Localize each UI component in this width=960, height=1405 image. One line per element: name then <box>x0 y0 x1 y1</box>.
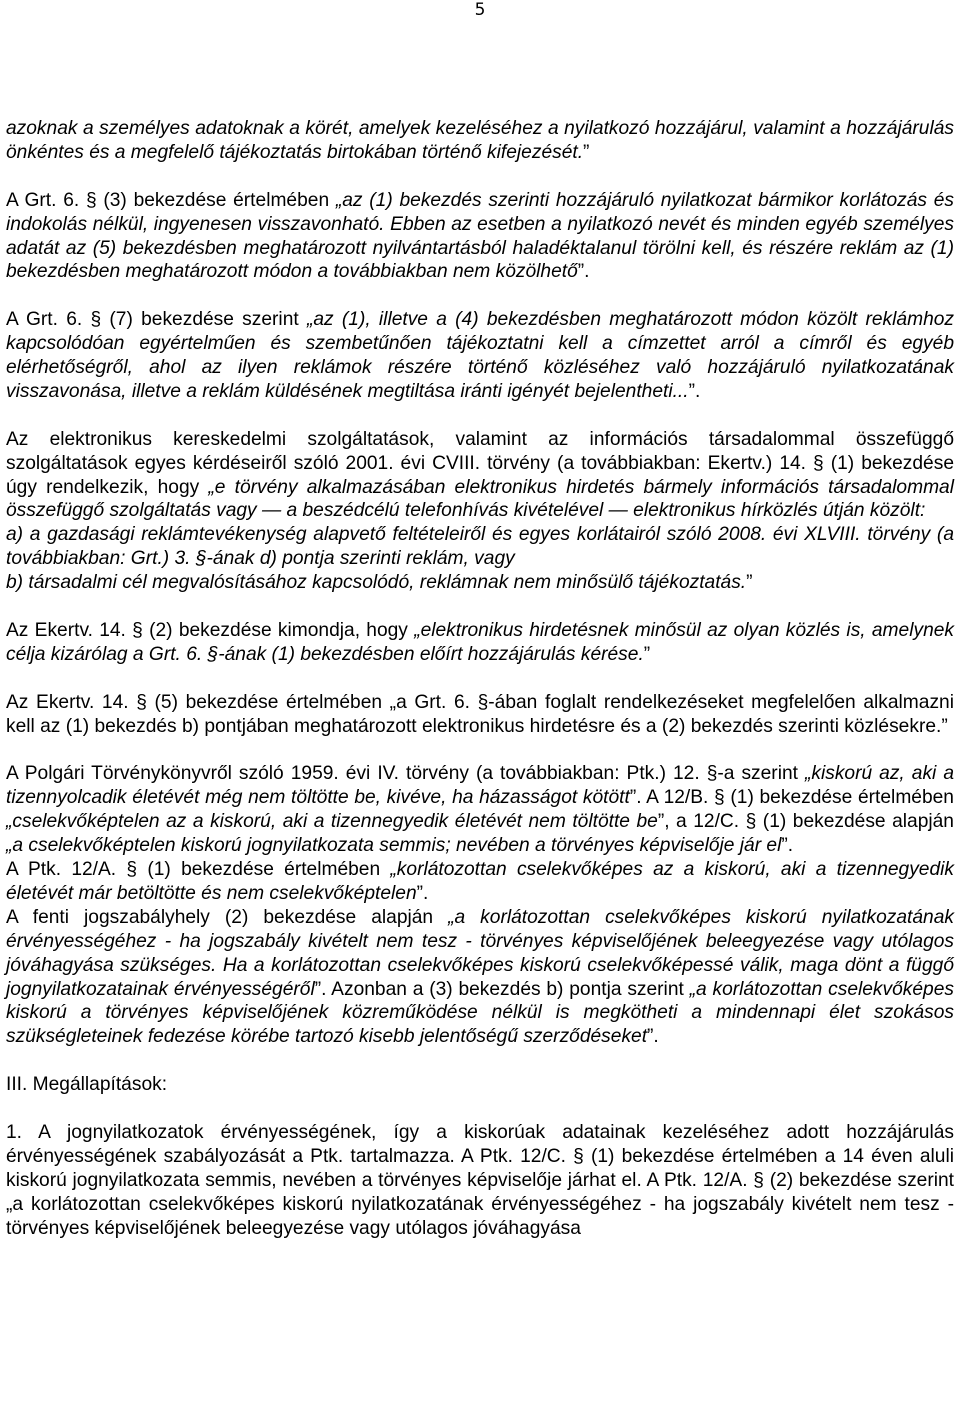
body-text: A Grt. 6. § (3) bekezdése értelmében <box>6 189 336 211</box>
body-text: 1. A jognyilatkozatok érvényességének, így a kiskorúak adatainak kezeléséhez adott hozzájárulás érvényességének szabályozását a Ptk. tartalmazza. A Ptk. 12/C. § (1) bekezdése értelmében a 14 éven aluli kiskorú jognyilatkozata semmis, nevében a törvényes képviselője járhat el. A Ptk. 12/A. § (2) bekezdése szerint „a korlátozottan cselekvőképes kiskorú nyilatkozatának érvényességéhez - ha jogszabály kivételt nem tesz - törvényes képviselőjének beleegyezése vagy utólagos jóváhagyása <box>6 1121 954 1239</box>
body-text: ”. A 12/B. § (1) bekezdése értelmében <box>629 787 954 809</box>
paragraph <box>6 619 954 667</box>
body-text: A Polgári Törvénykönyvről szóló 1959. évi IV. törvény (a továbbiakban: Ptk.) 12. §-a szerint <box>6 763 805 785</box>
quoted-text: „kiskorú az, aki a tizennyolcadik életévét még nem töltötte be, kivéve, ha házasságot kötött <box>6 763 954 809</box>
paragraph <box>6 308 954 404</box>
body-text: ”. Azonban a (3) bekezdés b) pontja szerint <box>314 978 690 1000</box>
quoted-text: azoknak a személyes adatoknak a körét, amelyek kezeléséhez a nyilatkozó hozzájárul, valamint a hozzájárulás önkéntes és a megfelelő tájékoztatás birtokában történő kifejezését. <box>6 118 954 163</box>
body-text: III. Megállapítások: <box>6 1074 168 1096</box>
quoted-text: „korlátozottan cselekvőképes az a kiskorú, aki a tizennegyedik életévét már betöltötte és nem cselekvőképtelen <box>6 859 954 904</box>
paragraph <box>6 1121 954 1241</box>
body-text: ”. <box>647 1026 659 1048</box>
quoted-text: „a korlátozottan cselekvőképes kiskorú a törvényes képviselőjének közreműködése nélkül is megkötheti a mindennapi élet szokásos szükségleteinek fedezése körébe tartozó kisebb jelentőségű szerződéseket <box>6 978 954 1048</box>
body-text: ” <box>941 715 948 737</box>
body-text: A Grt. 6. § (7) bekezdése szerint <box>6 309 307 331</box>
body-text: A fenti jogszabályhely (2) bekezdése alapján <box>6 906 449 928</box>
body-text: ”. <box>781 835 794 857</box>
paragraph <box>6 858 954 906</box>
body-text: ” <box>583 141 590 163</box>
body-text: ”. <box>416 882 429 904</box>
quoted-text: „a cselekvőképtelen kiskorú jognyilatkozata semmis; nevében a törvényes képviselője jár el <box>6 835 782 857</box>
document-body <box>6 117 954 1240</box>
quoted-text: „az (1), illetve a (4) bekezdésben meghatározott módon közölt reklámhoz kapcsolódóan egyértelműen és szembetűnően tájékoztatni kell a címzettet arról a címről és egyéb elérhetőségről, ahol az ilyen reklámok részére történő közléséhez való hozzájáruló nyilatkozatának visszavonása, illetve a reklám küldésének megtiltása iránti igényét bejelentheti... <box>6 309 954 402</box>
quoted-text: „cselekvőképtelen az a kiskorú, aki a tizennegyedik életévét nem töltötte be <box>6 811 658 833</box>
body-text: ”. <box>688 380 701 402</box>
page-number: 5 <box>474 0 486 20</box>
quoted-text: b) társadalmi cél megvalósításához kapcsolódó, reklámnak nem minősülő tájékoztatás. <box>6 572 747 594</box>
paragraph <box>6 117 954 165</box>
body-text: Az Ekertv. 14. § (5) bekezdése értelmében „a Grt. 6. §-ában foglalt rendelkezéseket megfelelően alkalmazni kell az (1) bekezdés b) pontjában meghatározott elektronikus hirdetésre és a (2) bekezdés szerinti közlésekre. <box>6 691 954 737</box>
paragraph <box>6 428 954 595</box>
quoted-text: „e törvény alkalmazásában elektronikus hirdetés bármely információs társadalommal összefüggő szolgáltatás vagy — a beszédcélú telefonhívás kivételével — elektronikus hírközlés útján közölt: <box>6 476 954 522</box>
paragraph <box>6 762 954 858</box>
quoted-text: „a korlátozottan cselekvőképes kiskorú nyilatkozatának érvényességéhez - ha jogszabály kivételt nem tesz - törvényes képviselőjének beleegyezése vagy utólagos jóváhagyása szükséges. Ha a korlátozottan cselekvőképes kiskorú cselekvőképessé válik, maga dönt a függő jognyilatkozatainak érvényességéről <box>6 906 954 1000</box>
quoted-text: Ebben az esetben a nyilatkozó nevét és minden egyéb személyes adatát az (5) bekezdésben meghatározott nyilvántartásból haladéktalanul törölni kell, és részére reklám az (1) bekezdésben meghatározott módon a továbbiakban nem közölhető <box>6 213 954 283</box>
body-text: Az Ekertv. 14. § (2) bekezdése kimondja, hogy <box>6 619 415 641</box>
body-text: A Ptk. 12/A. § (1) bekezdése értelmében <box>6 859 391 880</box>
quoted-text: a) a gazdasági reklámtevékenység alapvető feltételeiről és egyes korlátairól szóló 2008. évi XLVIII. törvény (a továbbiakban: Grt.) 3. §-ának d) pontja szerinti reklám, vagy <box>6 524 954 570</box>
body-text: ”, a 12/C. § (1) bekezdése alapján <box>657 811 954 833</box>
body-text: Az elektronikus kereskedelmi szolgáltatások, valamint az információs társadalommal összefüggő szolgáltatások egyes kérdéseiről szóló 2001. évi CVIII. törvény (a továbbiakban: Ekertv.) 14. § (1) bekezdése úgy rendelkezik, hogy <box>6 428 954 498</box>
body-text: ” <box>746 572 753 594</box>
paragraph <box>6 1073 954 1097</box>
body-text: ” <box>643 643 651 665</box>
paragraph <box>6 189 954 285</box>
paragraph <box>6 691 954 739</box>
body-text: ”. <box>577 261 590 283</box>
quoted-text: „elektronikus hirdetésnek minősül az olyan közlés is, amelynek célja kizárólag a Grt. 6. §-ának (1) bekezdésben előírt hozzájárulás kérése. <box>6 619 955 665</box>
quoted-text: „az (1) bekezdés szerinti hozzájáruló nyilatkozat bármikor korlátozás és indokolás nélkül, ingyenesen visszavonható. <box>6 189 954 235</box>
paragraph <box>6 906 954 1049</box>
